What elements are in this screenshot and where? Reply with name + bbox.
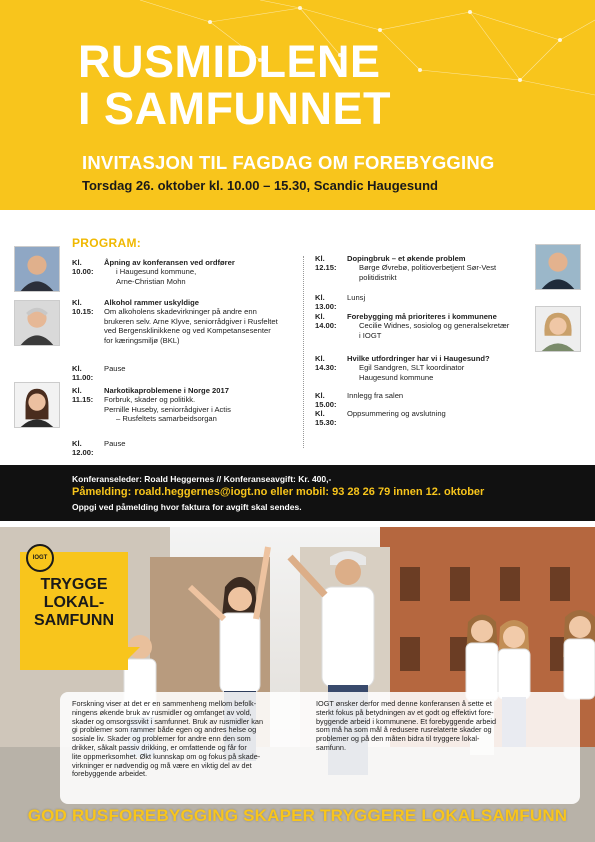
speaker-photo-huseby bbox=[14, 382, 60, 428]
program-heading: PROGRAM: bbox=[72, 236, 142, 250]
program-item: Kl. 11.15: Narkotikaproblemene i Norge 2017 Forbruk, skader og politikk. Pernille Huseby, seniorrådgiver i Actis – Rusfeltets samarbeidsorgan bbox=[72, 386, 231, 424]
speaker-photo-mohn bbox=[14, 246, 60, 292]
program-item: Kl. 10.15: Alkohol rammer uskyldige Om alkoholens skadevirkninger på andre enn brukeren selv. Arne Klyve, seniorrådgiver i Rusfeltet ved Bergensklinikkene og ved Kompetansesenter for kæringsmiljø (BKL) bbox=[72, 298, 278, 345]
program-item: Kl. 14.30: Hvilke utfordringer har vi i Haugesund? Egil Sandgren, SLT koordinator Haugesund kommune bbox=[315, 354, 490, 382]
body-text-right: IOGT ønsker derfor med denne konferansen å sette et sterkt fokus på betydningen av et godt og effektivt fore- byggende arbeid i kommunene. Et forebyggende arbeid som må ha som mål å redusere rusrelaterte skader og problemer og på den måten bidra til tryggere lokal- samfunn. bbox=[316, 699, 497, 752]
speaker-photo-widnes bbox=[535, 306, 581, 352]
iogt-logo: IOGT bbox=[26, 544, 54, 572]
program-item: Kl. 15.30: Oppsummering og avslutning bbox=[315, 409, 446, 428]
program-item: Kl. 13.00: Lunsj bbox=[315, 293, 366, 312]
column-divider bbox=[303, 256, 304, 448]
body-text-box bbox=[60, 692, 580, 804]
registration-info[interactable]: Påmelding: roald.heggernes@iogt.no eller mobil: 93 28 26 79 innen 12. oktober bbox=[72, 486, 485, 498]
header-banner bbox=[0, 0, 595, 210]
program-item: Kl. 15.00: Innlegg fra salen bbox=[315, 391, 404, 410]
subtitle: INVITASJON TIL FAGDAG OM FOREBYGGING bbox=[82, 152, 495, 173]
program-item: Kl. 10.00: Åpning av konferansen ved ordfører i Haugesund kommune, Arne-Christian Mohn bbox=[72, 258, 235, 286]
speaker-photo-klyve bbox=[14, 300, 60, 346]
program-item: Kl. 11.00: Pause bbox=[72, 364, 126, 383]
slogan: GOD RUSFOREBYGGING SKAPER TRYGGERE LOKALSAMFUNN bbox=[27, 806, 568, 825]
event-date: Torsdag 26. oktober kl. 10.00 – 15.30, Scandic Haugesund bbox=[82, 178, 438, 193]
badge-notch bbox=[128, 647, 140, 659]
speaker-photo-ovrebo bbox=[535, 244, 581, 290]
program-item: Kl. 12.15: Dopingbruk – et økende problem Børge Øvrebø, politioverbetjent Sør-Vest politidistrikt bbox=[315, 254, 497, 282]
trygge-lokalsamfunn-badge bbox=[20, 552, 128, 670]
invoice-note: Oppgi ved påmelding hvor faktura for avgift skal sendes. bbox=[72, 502, 302, 512]
body-text-left: Forskning viser at det er en sammenheng mellom befolk- ningens økende bruk av rusmidler og omfanget av vold, skader og omsorgssvikt i samfunnet. Bruk av rusmidler kan gi problemer som rammer både egen og andres helse og sosiale liv. Skader og problemer for andre enn den som drikker, såkalt passiv drikking, er omfattende og får for lite oppmerksomhet. Økt kunnskap om og fokus på skade- virkninger er nødvendig og må være en viktig del av det forebyggende arbeidet. bbox=[72, 699, 264, 779]
badge-text: TRYGGE LOKAL- SAMFUNN bbox=[34, 576, 114, 629]
conference-leader-fee: Konferanseleder: Roald Heggernes // Konferanseavgift: Kr. 400,- bbox=[72, 474, 332, 484]
program-item: Kl. 12.00: Pause bbox=[72, 439, 126, 458]
page-title: RUSMIDLENE I SAMFUNNET bbox=[78, 36, 391, 134]
program-item: Kl. 14.00: Forebygging må prioriteres i kommunene Cecilie Widnes, sosiolog og generalsekretær i IOGT bbox=[315, 312, 510, 340]
